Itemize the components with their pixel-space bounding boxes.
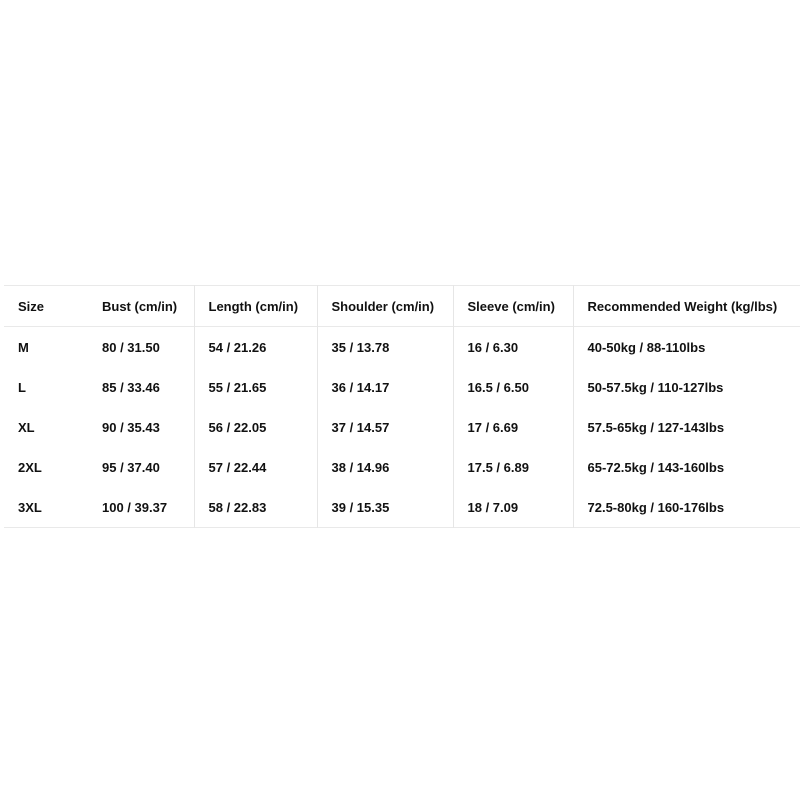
cell-size: 2XL [18,459,42,475]
table-row [4,327,800,368]
cell-shoulder: 38 / 14.96 [317,447,453,487]
cell-length: 57 / 22.44 [194,447,317,487]
cell-shoulder: 39 / 15.35 [317,487,453,528]
cell-recommended-weight: 50-57.5kg / 110-127lbs [587,379,724,395]
header-sleeve: Sleeve (cm/in) [453,286,573,327]
header-length: Length (cm/in) [194,286,317,327]
header-size: Size [18,298,45,314]
cell-sleeve: 17 / 6.69 [453,407,573,447]
header-recommended-weight: Recommended Weight (kg/lbs) [587,298,778,314]
cell-shoulder: 35 / 13.78 [317,327,453,368]
cell-length: 54 / 21.26 [194,327,317,368]
table-row [4,447,800,487]
cell-sleeve: 16 / 6.30 [453,327,573,368]
cell-bust: 80 / 31.50 [88,327,194,368]
cell-size: L [18,379,26,395]
header-row [4,286,800,327]
cell-sleeve: 17.5 / 6.89 [453,447,573,487]
cell-sleeve: 18 / 7.09 [453,487,573,528]
size-chart-table [4,285,800,528]
cell-bust: 95 / 37.40 [88,447,194,487]
cell-shoulder: 36 / 14.17 [317,367,453,407]
cell-recommended-weight: 65-72.5kg / 143-160lbs [587,459,725,475]
cell-size: 3XL [18,499,42,515]
cell-size: M [18,339,29,355]
cell-length: 55 / 21.65 [194,367,317,407]
cell-bust: 85 / 33.46 [88,367,194,407]
cell-recommended-weight: 72.5-80kg / 160-176lbs [587,499,725,515]
cell-bust: 90 / 35.43 [88,407,194,447]
cell-sleeve: 16.5 / 6.50 [453,367,573,407]
header-shoulder: Shoulder (cm/in) [317,286,453,327]
table-row [4,407,800,447]
table-row [4,487,800,528]
cell-bust: 100 / 39.37 [88,487,194,528]
cell-recommended-weight: 57.5-65kg / 127-143lbs [587,419,725,435]
cell-length: 58 / 22.83 [194,487,317,528]
cell-length: 56 / 22.05 [194,407,317,447]
table-row [4,367,800,407]
cell-shoulder: 37 / 14.57 [317,407,453,447]
header-bust: Bust (cm/in) [88,286,194,327]
cell-recommended-weight: 40-50kg / 88-110lbs [587,339,706,355]
cell-size: XL [18,419,35,435]
